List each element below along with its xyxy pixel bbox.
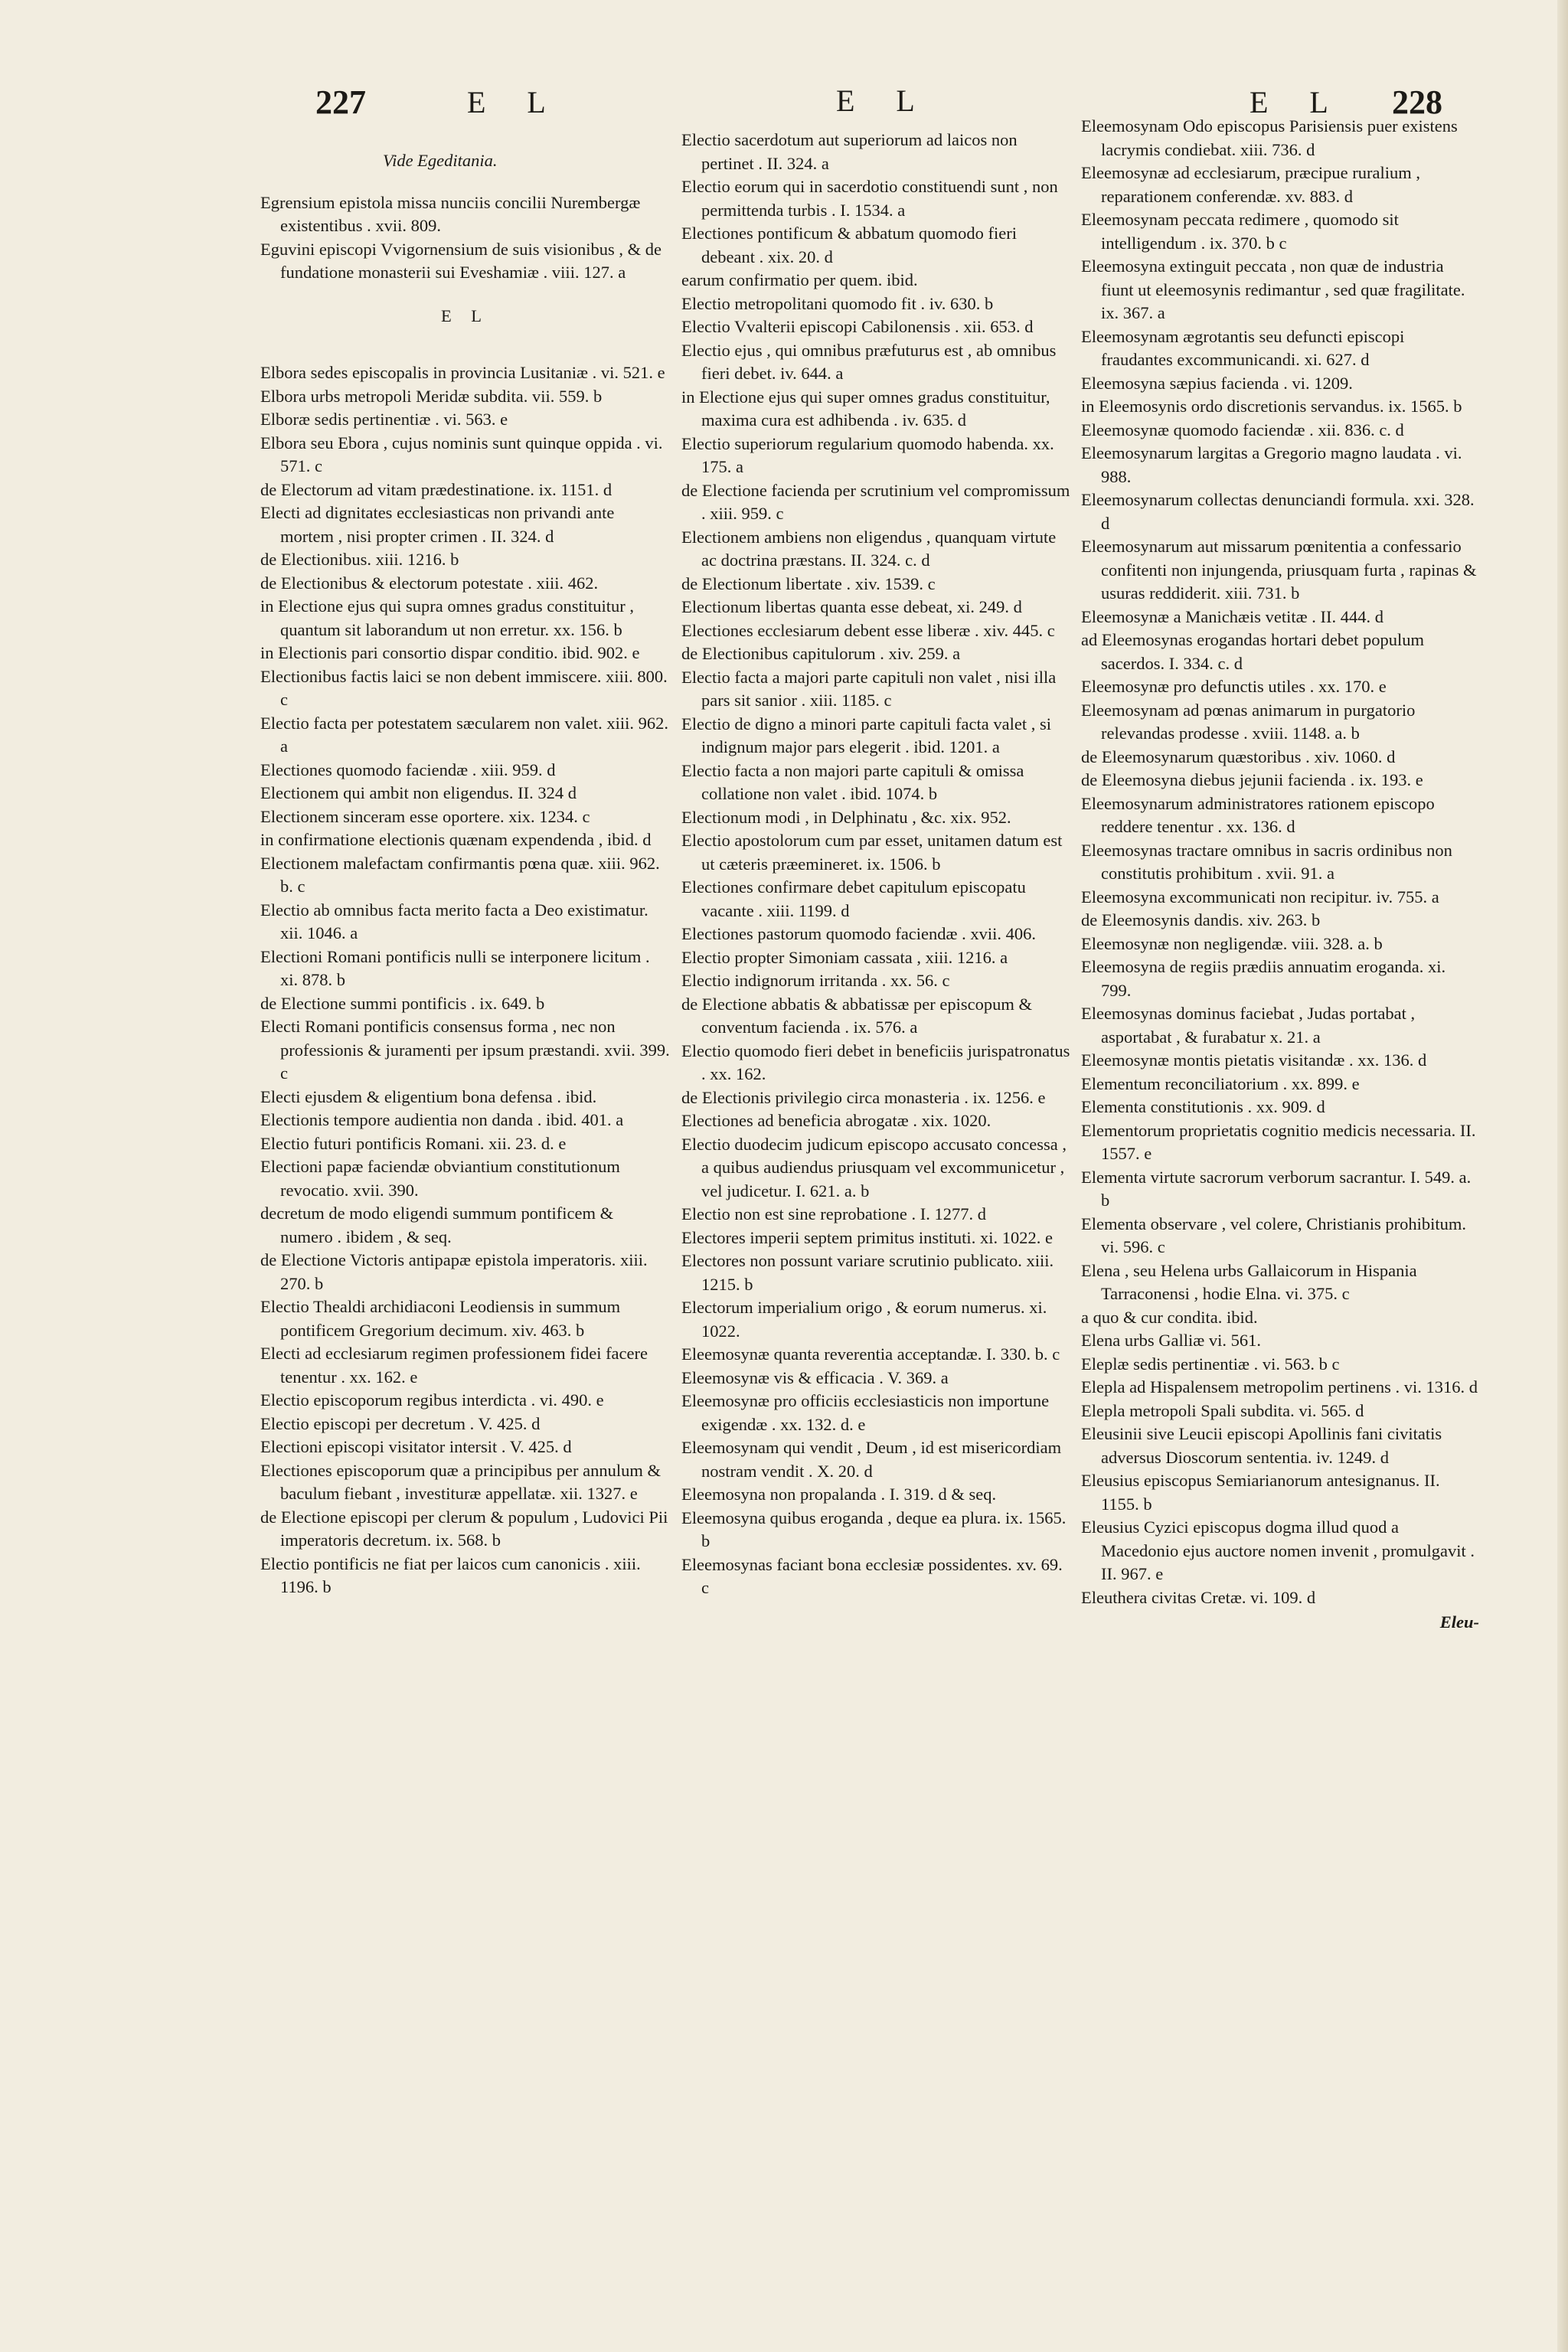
- index-entry: Eleemosynam ægrotantis seu defuncti episcopi fraudantes excommunicandi. xi. 627. d: [1081, 326, 1405, 369]
- index-entry: Eleemosynam qui vendit , Deum , id est misericordiam nostram vendit . X. 20. d: [681, 1438, 1062, 1481]
- index-entry: in Electionis pari consortio dispar conditio. ibid. 902. e: [260, 643, 640, 662]
- index-entry: Elboræ sedis pertinentiæ . vi. 563. e: [260, 410, 508, 429]
- index-entry: de Eleemosynis dandis. xiv. 263. b: [1081, 910, 1321, 929]
- section-heading: E L: [440, 305, 490, 325]
- index-entry: Eleemosynæ a Manichæis vetitæ . II. 444. d: [1081, 606, 1383, 626]
- index-entry: Egrensium epistola missa nunciis concilii Nurembergæ existentibus . xvii. 809.: [260, 192, 641, 235]
- index-entry: Electio de digno a minori parte capituli facta valet , si indignum major pars elegerit . ibid. 1201. a: [681, 714, 1051, 756]
- index-entry: Elepla metropoli Spali subdita. vi. 565. d: [1081, 1400, 1364, 1420]
- index-entry: Eleemosynam Odo episcopus Parisiensis puer existens lacrymis condiebat. xiii. 736. d: [1081, 116, 1458, 159]
- index-entry: de Electione Victoris antipapæ epistola imperatoris. xiii. 270. b: [260, 1250, 648, 1293]
- index-entry: Electi ad ecclesiarum regimen professionem fidei facere tenentur . xx. 162. e: [260, 1344, 648, 1387]
- index-entry: Electiones quomodo faciendæ . xiii. 959. d: [260, 760, 556, 779]
- index-entry: Electio episcoporum regibus interdicta . vi. 490. e: [260, 1390, 604, 1410]
- index-entry: Eguvini episcopi Vvigornensium de suis visionibus , & de fundatione monasterii sui Eveshamiæ . viii. 127. a: [260, 239, 662, 282]
- index-entry: Eleemosyna quibus eroganda , deque ea plura. ix. 1565. b: [681, 1508, 1067, 1550]
- heading-center: E L: [836, 83, 932, 118]
- index-entry: Elementorum proprietatis cognitio medicis necessaria. II. 1557. e: [1081, 1120, 1476, 1163]
- index-entry: Eleemosyna non propalanda . I. 319. d & seq.: [681, 1485, 997, 1504]
- index-entry: Electio eorum qui in sacerdotio constituendi sunt , non permittenda turbis . I. 1534. a: [681, 177, 1058, 220]
- index-entry: Eleemosynarum aut missarum pœnitentia a confessario confitenti non injungenda, priusquam furta , rapinas & usuras reddiderit. xiii. 731. b: [1081, 537, 1477, 603]
- page-number-right: 228: [1392, 83, 1442, 121]
- index-entry: de Electione abbatis & abbatissæ per episcopum & conventum facienda . ix. 576. a: [681, 994, 1033, 1037]
- index-entry: Eleusius Cyzici episcopus dogma illud quod a Macedonio ejus auctore nomen invenit , promulgavit . II. 967. e: [1081, 1517, 1475, 1583]
- index-entry: Eleemosyna excommunicati non recipitur. iv. 755. a: [1081, 887, 1439, 906]
- index-entry: Eleemosynæ pro officiis ecclesiasticis non importune exigendæ . xx. 132. d. e: [681, 1391, 1050, 1434]
- index-entry: Electionem malefactam confirmantis pœna quæ. xiii. 962. b. c: [260, 853, 660, 896]
- index-entry: Electio ab omnibus facta merito facta a Deo existimatur. xii. 1046. a: [260, 900, 648, 942]
- index-entry: Electio metropolitani quomodo fit . iv. 630. b: [681, 293, 994, 313]
- page-edge: [1557, 0, 1568, 2352]
- index-entry: de Electionibus. xiii. 1216. b: [260, 550, 459, 569]
- index-entry: Electio facta a non majori parte capituli & omissa collatione non valet . ibid. 1074. b: [681, 760, 1024, 803]
- index-entry: Eleemosynæ quanta reverentia acceptandæ. I. 330. b. c: [681, 1344, 1060, 1364]
- index-entry: Electio apostolorum cum par esset, unitamen datum est ut cæteris præemineret. ix. 1506. b: [681, 831, 1063, 874]
- index-entry: Electionem ambiens non eligendus , quanquam virtute ac doctrina præstans. II. 324. c. d: [681, 527, 1057, 570]
- index-entry: Electio non est sine reprobatione . I. 1277. d: [681, 1204, 987, 1223]
- index-entry: Electioni Romani pontificis nulli se interponere licitum . xi. 878. b: [260, 946, 650, 989]
- index-entry: Eleemosynas dominus faciebat , Judas portabat , asportabat , & furabatur x. 21. a: [1081, 1004, 1416, 1047]
- index-column-center: [681, 129, 1072, 1600]
- index-entry: Electio Thealdi archidiaconi Leodiensis in summum pontificem Gregorium decimum. xiv. 463. b: [260, 1297, 621, 1340]
- heading-right: E L: [1250, 85, 1345, 119]
- index-entry: Eleemosynas faciant bona ecclesiæ possidentes. xv. 69. c: [681, 1554, 1063, 1597]
- index-entry: Electio facta a majori parte capituli non valet , nisi illa pars sit sanior . xiii. 1185. c: [681, 667, 1057, 710]
- index-entry: Eleemosynam peccata redimere , quomodo sit intelligendum . ix. 370. b c: [1081, 210, 1399, 253]
- index-entry: in Electione ejus qui supra omnes gradus constituitur , quantum sit laborandum ut non erretur. xx. 156. b: [260, 596, 635, 639]
- index-entry: Elbora sedes episcopalis in provincia Lusitaniæ . vi. 521. e: [260, 363, 665, 382]
- index-entry: Electio superiorum regularium quomodo habenda. xx. 175. a: [681, 433, 1054, 476]
- index-entry: Eleemosynæ pro defunctis utiles . xx. 170. e: [1081, 677, 1387, 696]
- index-entry: in Electione ejus qui super omnes gradus constituitur, maxima cura est adhibenda . iv. 635. d: [681, 387, 1050, 430]
- index-column-right: [1081, 115, 1479, 1635]
- index-entry: Eleuthera civitas Cretæ. vi. 109. d: [1081, 1587, 1316, 1607]
- index-entry: Electionum modi , in Delphinatu , &c. xix. 952.: [681, 807, 1011, 827]
- index-column-left: [260, 149, 670, 1599]
- index-entry: Electio sacerdotum aut superiorum ad laicos non pertinet . II. 324. a: [681, 130, 1018, 173]
- index-entry: in Eleemosynis ordo discretionis servandus. ix. 1565. b: [1081, 397, 1462, 416]
- index-entry: de Electione facienda per scrutinium vel compromissum . xiii. 959. c: [681, 480, 1070, 523]
- index-entry: Eleemosyna sæpius facienda . vi. 1209.: [1081, 373, 1353, 393]
- index-entry: Eleusinii sive Leucii episcopi Apollinis fani civitatis adversus Dioscorum sententia. iv. 1249. d: [1081, 1424, 1442, 1467]
- index-entry: Electores non possunt variare scrutinio publicato. xiii. 1215. b: [681, 1251, 1054, 1294]
- index-entry: de Eleemosynarum quæstoribus . xiv. 1060. d: [1081, 746, 1396, 766]
- index-entry: Eleemosynæ non negligendæ. viii. 328. a. b: [1081, 933, 1383, 953]
- catchword: Eleu-: [1439, 1612, 1479, 1632]
- index-entry: Elepla ad Hispalensem metropolim pertinens . vi. 1316. d: [1081, 1377, 1478, 1396]
- index-entry: in confirmatione electionis quænam expendenda , ibid. d: [260, 830, 652, 849]
- index-entry: earum confirmatio per quem. ibid.: [681, 270, 918, 289]
- index-entry: Electio futuri pontificis Romani. xii. 23. d. e: [260, 1133, 567, 1153]
- index-entry: Electio ejus , qui omnibus præfuturus est , ab omnibus fieri debet. iv. 644. a: [681, 340, 1057, 383]
- index-entry: Electio facta per potestatem sæcularem non valet. xiii. 962. a: [260, 713, 668, 756]
- index-entry: de Electione summi pontificis . ix. 649. b: [260, 993, 545, 1013]
- index-entry: de Electionibus capitulorum . xiv. 259. a: [681, 644, 961, 663]
- index-entry: de Electorum ad vitam prædestinatione. ix. 1151. d: [260, 479, 612, 499]
- index-entry: a quo & cur condita. ibid.: [1081, 1307, 1258, 1327]
- index-entry: Eleusius episcopus Semiarianorum antesignanus. II. 1155. b: [1081, 1471, 1440, 1514]
- heading-left: E L: [467, 85, 563, 119]
- index-entry: Electionem qui ambit non eligendus. II. 324 d: [260, 783, 577, 802]
- index-entry: Electorum imperialium origo , & eorum numerus. xi. 1022.: [681, 1298, 1047, 1341]
- index-entry: Electio duodecim judicum episcopo accusato concessa , a quibus audiendus priusquam vel excommunicetur , vel judicetur. I. 621. a. b: [681, 1134, 1067, 1200]
- index-entry: Elementa constitutionis . xx. 909. d: [1081, 1097, 1325, 1116]
- index-entry: Electionum libertas quanta esse debeat, xi. 249. d: [681, 597, 1022, 616]
- index-entry: Eleemosynarum collectas denunciandi formula. xxi. 328. d: [1081, 490, 1475, 533]
- index-entry: Electiones ad beneficia abrogatæ . xix. 1020.: [681, 1111, 991, 1130]
- index-entry: Electionem sinceram esse oportere. xix. 1234. c: [260, 806, 590, 826]
- page-number-left: 227: [315, 83, 366, 121]
- index-entry: decretum de modo eligendi summum pontificem & numero . ibidem , & seq.: [260, 1204, 614, 1246]
- index-entry: de Electionum libertate . xiv. 1539. c: [681, 573, 936, 593]
- index-entry: Electio pontificis ne fiat per laicos cum canonicis . xiii. 1196. b: [260, 1553, 641, 1596]
- index-entry: Eleemosyna extinguit peccata , non quæ de industria fiunt ut eleemosynis redimantur , sed quæ fragilitate. ix. 367. a: [1081, 256, 1465, 322]
- index-entry: Vide Egeditania.: [383, 151, 498, 170]
- index-entry: de Electionis privilegio circa monasteria . ix. 1256. e: [681, 1087, 1046, 1107]
- index-entry: ad Eleemosynas erogandas hortari debet populum sacerdos. I. 334. c. d: [1081, 630, 1424, 673]
- index-entry: Electioni papæ faciendæ obviantium constitutionum revocatio. xvii. 390.: [260, 1157, 620, 1200]
- index-entry: Eleemosynarum administratores rationem episcopo reddere tenentur . xx. 136. d: [1081, 793, 1435, 836]
- index-entry: Electi Romani pontificis consensus forma , nec non professionis & juramenti per ipsum præstandi. xvii. 399. c: [260, 1017, 670, 1083]
- index-entry: Electio indignorum irritanda . xx. 56. c: [681, 971, 950, 990]
- index-entry: Electio episcopi per decretum . V. 425. d: [260, 1413, 541, 1433]
- index-entry: Electiones episcoporum quæ a principibus per annulum & baculum fiebant , investituræ appellatæ. xii. 1327. e: [260, 1460, 662, 1503]
- index-entry: Elena , seu Helena urbs Gallaicorum in Hispania Tarraconensi , hodie Elna. vi. 375. c: [1081, 1260, 1417, 1303]
- index-entry: Electi ad dignitates ecclesiasticas non privandi ante mortem , nisi propter crimen . II. 324. d: [260, 503, 615, 546]
- index-entry: Electores imperii septem primitus instituti. xi. 1022. e: [681, 1227, 1053, 1247]
- index-entry: Eleemosynæ montis pietatis visitandæ . xx. 136. d: [1081, 1050, 1427, 1070]
- index-entry: Electionibus factis laici se non debent immiscere. xiii. 800. c: [260, 666, 668, 709]
- index-entry: Eleplæ sedis pertinentiæ . vi. 563. b c: [1081, 1354, 1340, 1374]
- index-entry: Elbora seu Ebora , cujus nominis sunt quinque oppida . vi. 571. c: [260, 433, 663, 475]
- index-entry: Elementa observare , vel colere, Christianis prohibitum. vi. 596. c: [1081, 1214, 1466, 1256]
- index-entry: Electiones pastorum quomodo faciendæ . xvii. 406.: [681, 924, 1037, 943]
- index-entry: Electiones pontificum & abbatum quomodo fieri debeant . xix. 20. d: [681, 224, 1018, 266]
- index-entry: Electiones ecclesiarum debent esse liberæ . xiv. 445. c: [681, 620, 1055, 640]
- index-entry: Eleemosynam ad pœnas animarum in purgatorio relevandas prodesse . xviii. 1148. a. b: [1081, 700, 1416, 743]
- index-entry: Elena urbs Galliæ vi. 561.: [1081, 1331, 1261, 1350]
- index-entry: Electioni episcopi visitator intersit . V. 425. d: [260, 1437, 572, 1456]
- index-entry: Elbora urbs metropoli Meridæ subdita. vii. 559. b: [260, 386, 603, 406]
- index-entry: Electio propter Simoniam cassata , xiii. 1216. a: [681, 947, 1008, 967]
- index-entry: de Electionibus & electorum potestate . xiii. 462.: [260, 573, 599, 593]
- index-entry: Electio Vvalterii episcopi Cabilonensis . xii. 653. d: [681, 317, 1034, 336]
- index-entry: Elementum reconciliatorium . xx. 899. e: [1081, 1073, 1360, 1093]
- index-entry: Eleemosynas tractare omnibus in sacris ordinibus non constitutis prohibitum . xvii. 91. a: [1081, 840, 1452, 883]
- index-entry: Electi ejusdem & eligentium bona defensa . ibid.: [260, 1086, 597, 1106]
- index-entry: Eleemosynæ quomodo faciendæ . xii. 836. c. d: [1081, 420, 1404, 439]
- index-entry: Elementa virtute sacrorum verborum sacrantur. I. 549. a. b: [1081, 1167, 1472, 1210]
- index-entry: Eleemosynarum largitas a Gregorio magno laudata . vi. 988.: [1081, 443, 1462, 486]
- index-entry: Electio quomodo fieri debet in beneficiis jurispatronatus . xx. 162.: [681, 1040, 1070, 1083]
- index-entry: Eleemosyna de regiis prædiis annuatim eroganda. xi. 799.: [1081, 957, 1446, 1000]
- index-entry: Eleemosynæ ad ecclesiarum, præcipue ruralium , reparationem conferendæ. xv. 883. d: [1081, 163, 1420, 206]
- index-entry: Eleemosynæ vis & efficacia . V. 369. a: [681, 1367, 949, 1387]
- index-entry: de Electione episcopi per clerum & populum , Ludovici Pii imperatoris decretum. ix. 568. b: [260, 1507, 668, 1550]
- index-entry: Electionis tempore audientia non danda . ibid. 401. a: [260, 1110, 624, 1129]
- index-entry: Electiones confirmare debet capitulum episcopatu vacante . xiii. 1199. d: [681, 877, 1026, 920]
- index-entry: de Eleemosyna diebus jejunii facienda . ix. 193. e: [1081, 770, 1423, 789]
